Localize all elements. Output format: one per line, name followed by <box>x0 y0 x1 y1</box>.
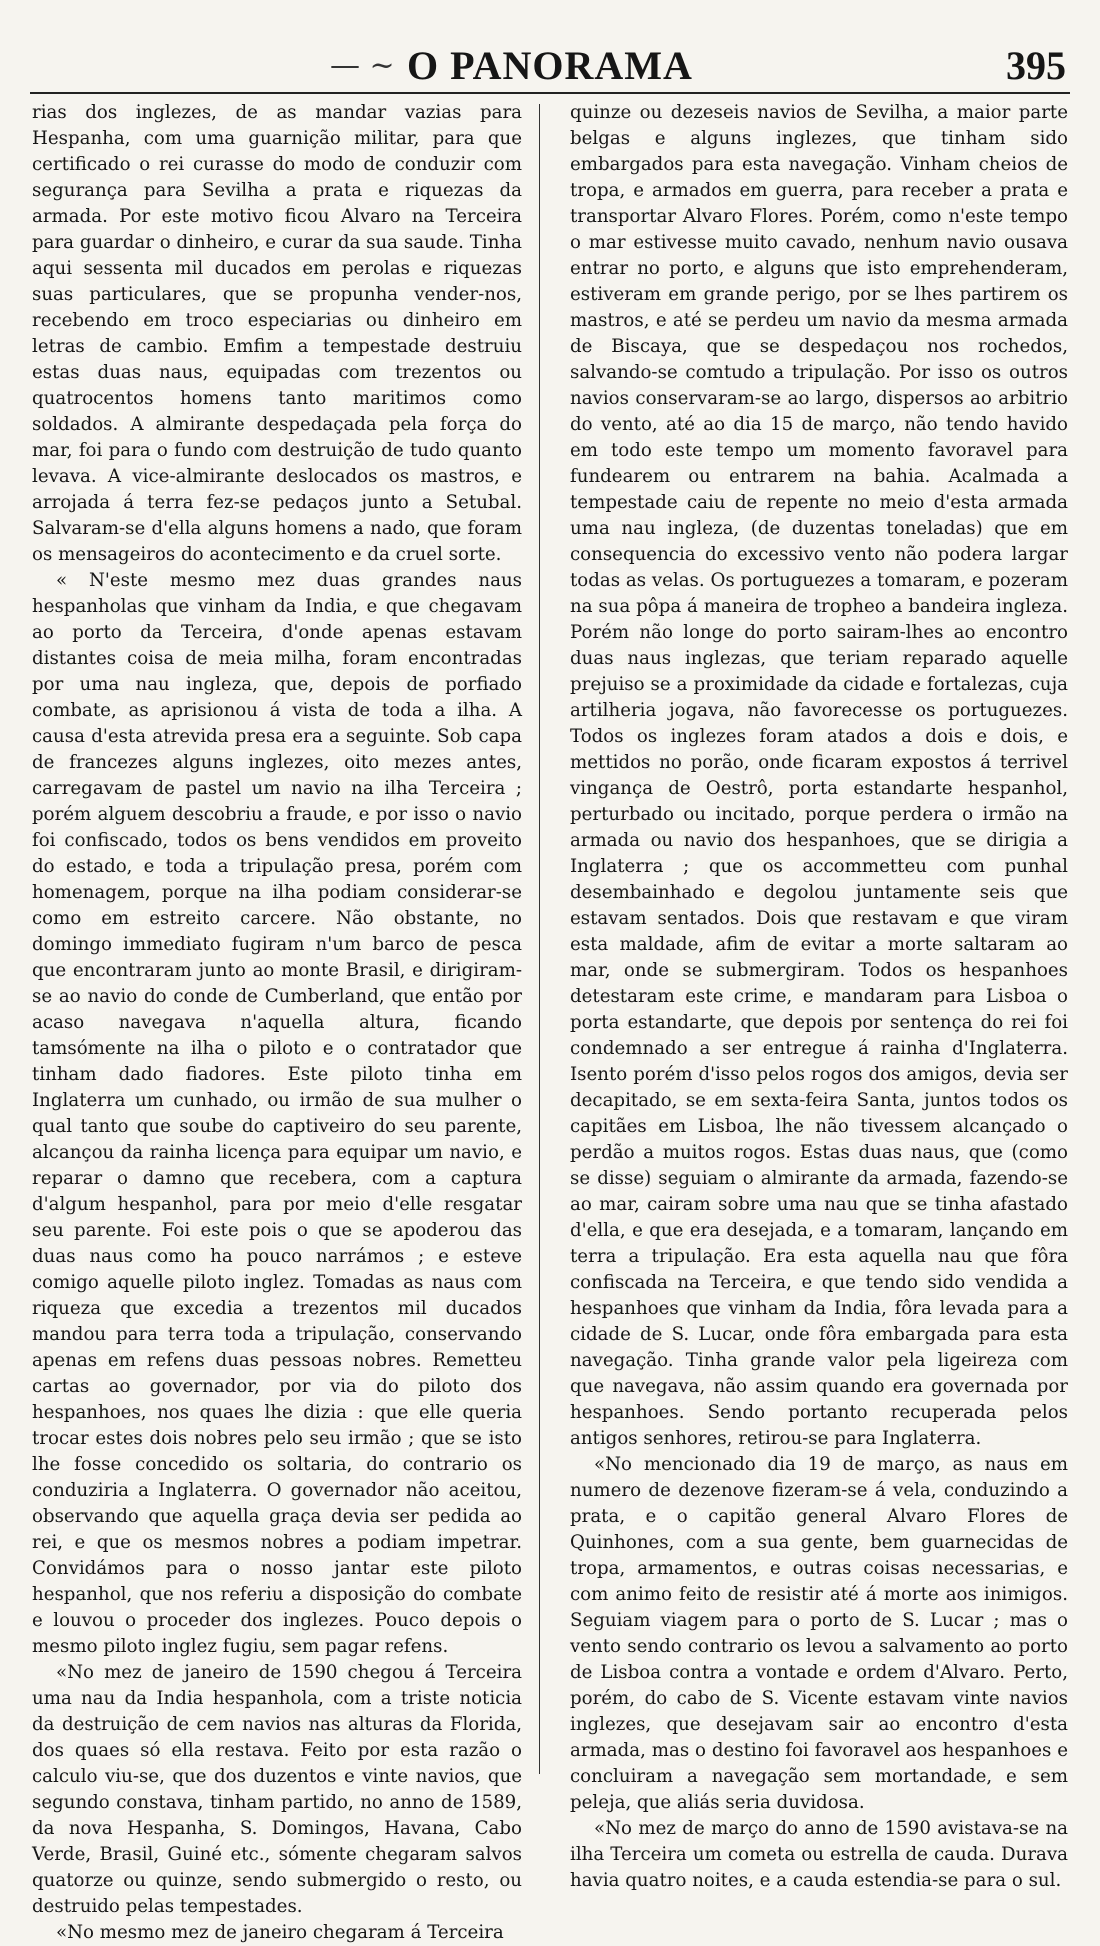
paragraph: rias dos inglezes, de as mandar vazias para Hespanha, com uma guarnição militar, para que certificado o rei curasse do modo de conduzir com segurança para Sevilha a prata e riquezas da armada. Por este motivo ficou Alvaro na Terceira para guardar o dinheiro, e curar da sua saude. Tinha aqui sessenta mil ducados em perolas e riquezas suas particulares, que se propunha vender-nos, recebendo em troco especiarias ou dinheiro em letras de cambio. Emfim a tempestade destruiu estas duas naus, equipadas com trezentos ou quatrocentos homens tanto maritimos como soldados. A almirante despedaçada pela força do mar, foi para o fundo com destruição de tudo quanto levava. A vice-almirante deslocados os mastros, e arrojada á terra fez-se pedaços junto a Setubal. Salvaram-se d'ella alguns homens a nado, que foram os mensageiros do acontecimento e da cruel sorte. <box>32 102 522 565</box>
page-number: 395 <box>1006 43 1066 88</box>
header-rule <box>30 92 1070 94</box>
left-column <box>32 100 522 1943</box>
ornament-dash: — ~ <box>330 48 395 83</box>
paragraph: «No mez de janeiro de 1590 chegou á Terceira uma nau da India hespanhola, com a triste noticia da destruição de cem navios nas alturas da Florida, dos quaes só ella restava. Feito por esta razão o calculo viu-se, que dos duzentos e vinte navios, que segundo constava, tinham partido, no anno de 1589, da nova Hespanha, S. Domingos, Havana, Cabo Verde, Brasil, Guiné etc., sómente chegaram salvos quatorze ou quinze, sendo submergido o resto, ou destruido pelas tempestades. <box>32 1662 522 1917</box>
paragraph: « N'este mesmo mez duas grandes naus hespanholas que vinham da India, e que chegavam ao porto da Terceira, d'onde apenas estavam distantes coisa de meia milha, foram encontradas por uma nau ingleza, que, depois de porfiado combate, as aprisionou á vista de toda a ilha. A causa d'esta atrevida presa era a seguinte. Sob capa de francezes alguns inglezes, oito mezes antes, carregavam de pastel um navio na ilha Terceira ; porém alguem descobriu a fraude, e por isso o navio foi confiscado, todos os bens vendidos em proveito do estado, e toda a tripulação presa, porém com homenagem, porque na ilha podiam considerar-se como em estreito carcere. Não obstante, no domingo immediato fugiram n'um barco de pesca que encontraram junto ao monte Brasil, e dirigiram-se ao navio do conde de Cumberland, que então por acaso navegava n'aquella altura, ficando tamsómente na ilha o piloto e o contratador que tinham dado fiadores. Este piloto tinha em Inglaterra um cunhado, ou irmão de sua mulher o qual tanto que soube do captiveiro do seu parente, alcançou da rainha licença para equipar um navio, e reparar o damno que recebera, com a captura d'algum hespanhol, para por meio d'elle resgatar seu parente. Foi este pois o que se apoderou das duas naus como ha pouco narrámos ; e esteve comigo aquelle piloto inglez. Tomadas as naus com riqueza que excedia a trezentos mil ducados mandou para terra toda a tripulação, conservando apenas em refens duas pessoas nobres. Remetteu cartas ao governador, por via do piloto dos hespanhoes, nos quaes lhe dizia : que elle queria trocar estes dois nobres pelo seu irmão ; que se isto lhe fosse concedido os soltaria, do contrario os conduziria a Inglaterra. O governador não aceitou, observando que aquella graça devia ser pedida ao rei, e que os mesmos nobres a podiam impetrar. Convidámos para o nosso jantar este piloto hespanhol, que nos referiu a disposição do combate e louvou o proceder dos inglezes. Pouco depois o mesmo piloto inglez fugiu, sem pagar refens. <box>32 570 522 1657</box>
paragraph: «No mesmo mez de janeiro chegaram á Terceira <box>56 1922 504 1943</box>
paragraph: «No mencionado dia 19 de março, as naus em numero de dezenove fizeram-se á vela, conduzindo a prata, e o capitão general Alvaro Flores de Quinhones, com a sua gente, bem guarnecidas de tropa, armamentos, e outras coisas necessarias, e com animo feito de resistir até á morte aos inimigos. Seguiam viagem para o porto de S. Lucar ; mas o vento sendo contrario os levou a salvamento ao porto de Lisboa contra a vontade e ordem d'Alvaro. Perto, porém, do cabo de S. Vicente estavam vinte navios inglezes, que desejavam sair ao encontro d'esta armada, mas o destino foi favoravel aos hespanhoes e concluiram a navegação sem mortandade, e sem peleja, que aliás seria duvidosa. <box>570 1454 1068 1813</box>
paragraph: quinze ou dezeseis navios de Sevilha, a maior parte belgas e alguns inglezes, que tinham sido embargados para esta navegação. Vinham cheios de tropa, e armados em guerra, para receber a prata e transportar Alvaro Flores. Porém, como n'este tempo o mar estivesse muito cavado, nenhum navio ousava entrar no porto, e alguns que isto emprehenderam, estiveram em grande perigo, por se lhes partirem os mastros, e até se perdeu um navio da mesma armada de Biscaya, que se despedaçou nos rochedos, salvando-se comtudo a tripulação. Por isso os outros navios conservaram-se ao largo, dispersos ao arbitrio do vento, até ao dia 15 de março, não tendo havido em todo este tempo um momento favoravel para fundearem ou entrarem na bahia. Acalmada a tempestade caiu de repente no meio d'esta armada uma nau ingleza, (de duzentas toneladas) que em consequencia do excessivo vento não podera largar todas as velas. Os portuguezes a tomaram, e pozeram na sua pôpa á maneira de tropheo a bandeira ingleza. Porém não longe do porto sairam-lhes ao encontro duas naus inglezas, que teriam reparado aquelle prejuiso se a proximidade da cidade e fortalezas, cuja artilheria jogava, não favorecesse os portuguezes. Todos os inglezes foram atados a dois e dois, e mettidos no porão, onde ficaram expostos á terrivel vingança de Oestrô, porta estandarte hespanhol, perturbado ou incitado, porque perdera o irmão na armada ou navio dos hespanhoes, que se dirigia a Inglaterra ; que os accommetteu com punhal desembainhado e degolou juntamente seis que estavam sentados. Dois que restavam e que viram esta maldade, afim de evitar a morte saltaram ao mar, onde se submergiram. Todos os hespanhoes detestaram este crime, e mandaram para Lisboa o porta estandarte, que depois por sentença do rei foi condemnado a ser entregue á rainha d'Inglaterra. Isento porém d'isso pelos rogos dos amigos, devia ser decapitado, se em sexta-feira Santa, juntos todos os capitães em Lisboa, lhe não tivessem alcançado o perdão a muitos rogos. Estas duas naus, que (como se disse) seguiam o almirante da armada, fazendo-se ao mar, cairam sobre uma nau que se tinha afastado d'ella, e que era desejada, e a tomaram, lançando em terra a tripulação. Era esta aquella nau que fôra confiscada na Terceira, e que tendo sido vendida a hespanhoes que vinham da India, fôra levada para a cidade de S. Lucar, onde fôra embargada para esta navegação. Tinha grande valor pela ligeireza com que navegava, não assim quando era governada por hespanhoes. Sendo portanto recuperada pelos antigos senhores, retirou-se para Inglaterra. <box>570 102 1068 1449</box>
column-divider <box>539 104 540 1774</box>
paragraph: «No mez de março do anno de 1590 avistava-se na ilha Terceira um cometa ou estrella de cauda. Durava havia quatro noites, e a cauda estendia-se para o sul. <box>570 1818 1068 1891</box>
running-head <box>30 38 1070 90</box>
journal-title: O PANORAMA <box>407 43 693 88</box>
right-column <box>570 100 1068 1891</box>
